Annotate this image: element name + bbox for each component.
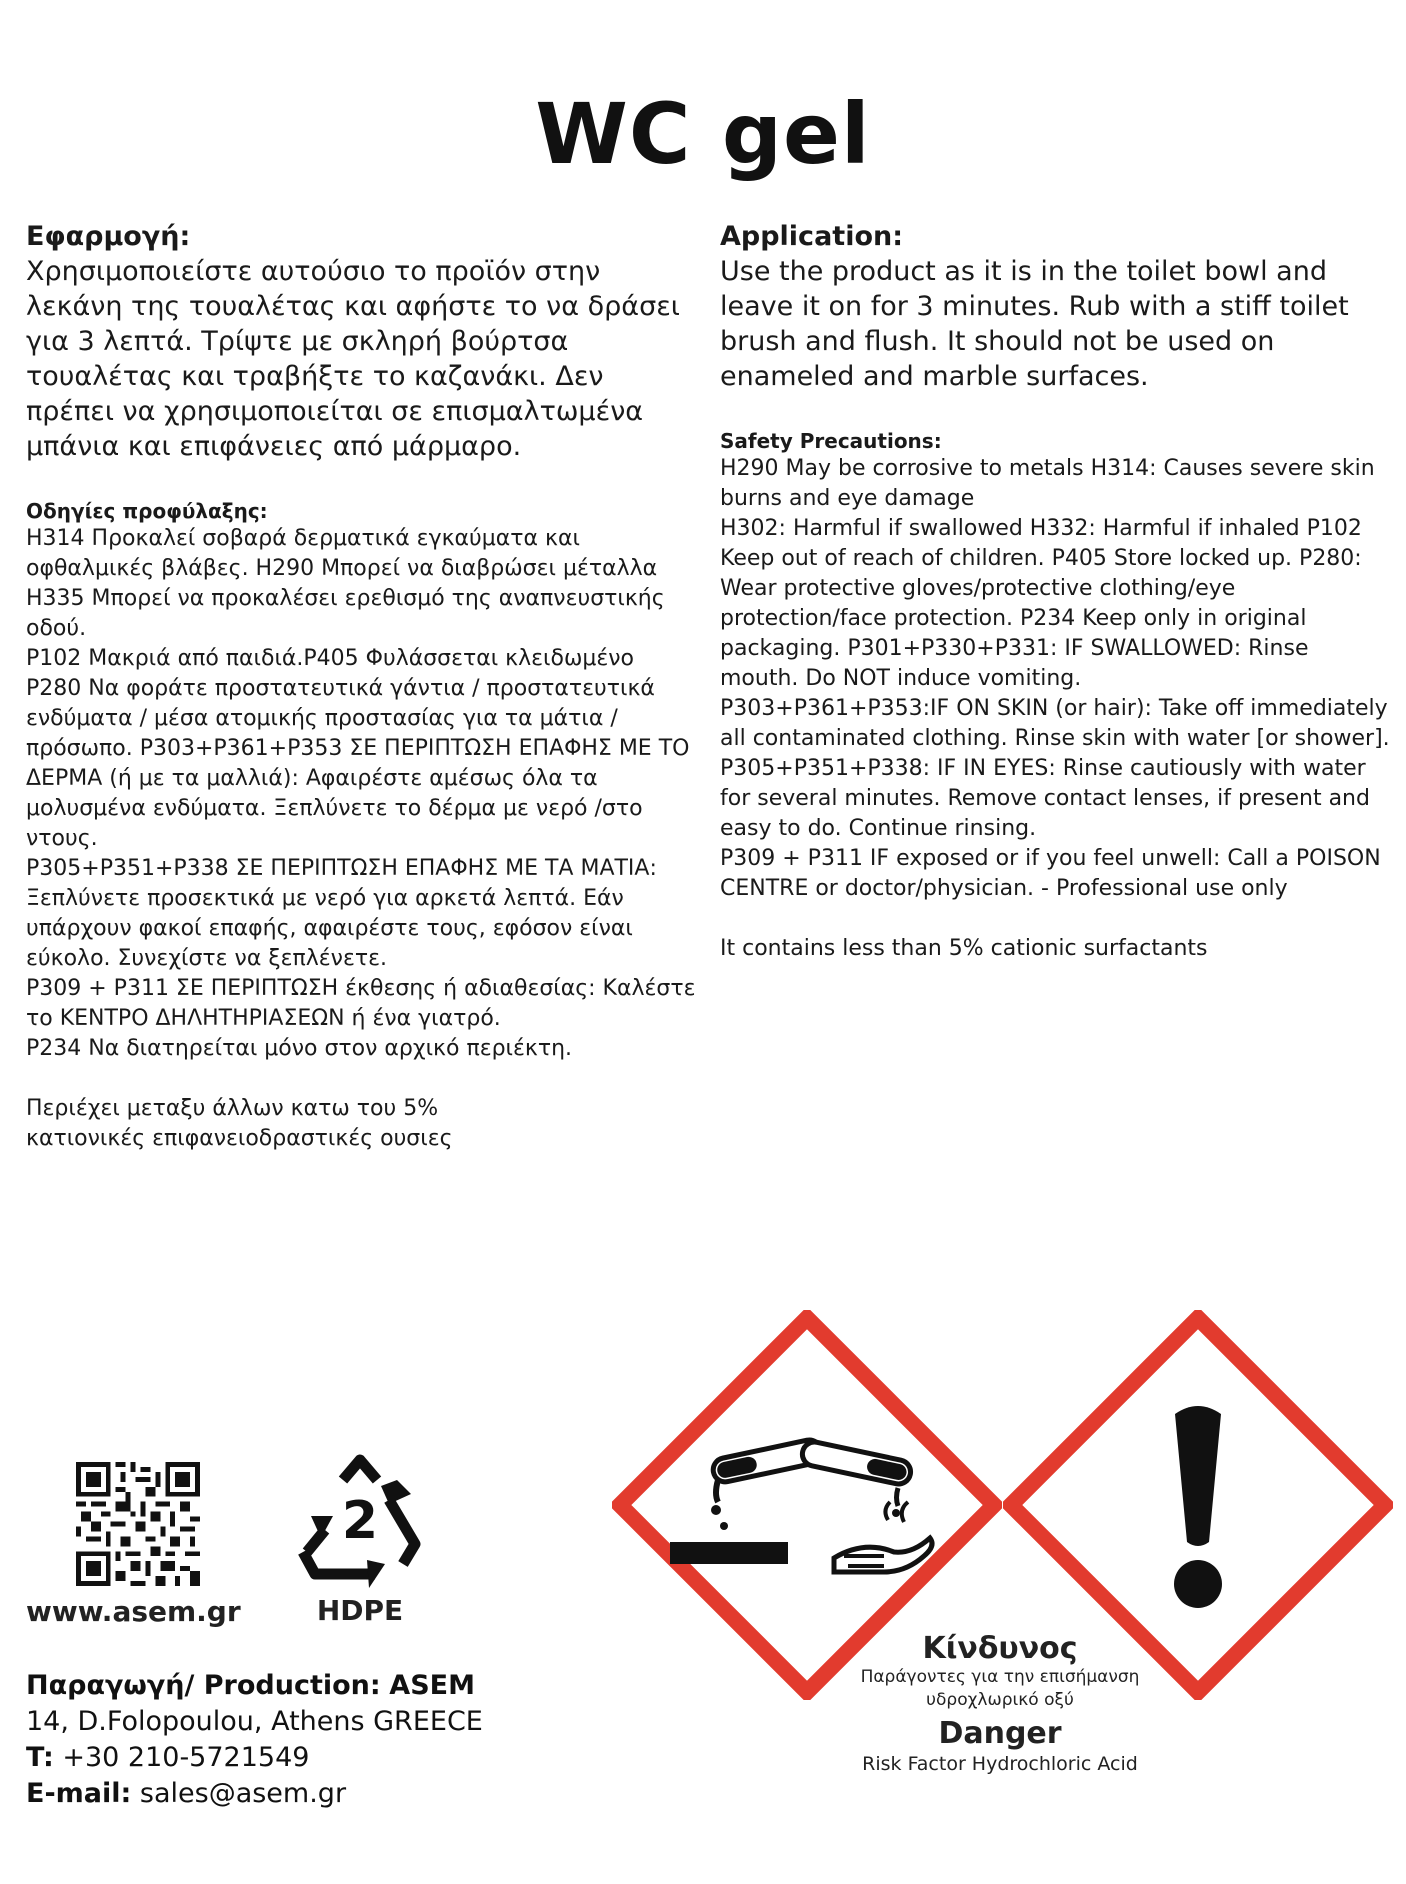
email-label: E-mail: — [26, 1778, 132, 1809]
recycle-code: 2 — [341, 1491, 379, 1551]
greek-safety-text: H314 Προκαλεί σοβαρά δερματικά εγκαύματα και οφθαλμικές βλάβες. H290 Μπορεί να διαβρώσει μέταλλα H335 Μπορεί να προκαλέσει ερεθισμό της αναπνευστικής οδού. P102 Μακριά από παιδιά.P405 Φυλάσσεται κλειδωμένο P280 Να φοράτε προστατευτικά γάντια / προστατευτικά ενδύματα / μέσα ατομικής προστασίας για τα μάτια / πρόσωπο. P303+P361+P353 ΣΕ ΠΕΡΙΠΤΩΣΗ ΕΠΑΦΗΣ ΜΕ ΤΟ ΔΕΡΜΑ (ή με τα μαλλιά): Αφαιρέστε αμέσως όλα τα μολυσμένα ενδύματα. Ξεπλύνετε το δέρμα με νερό /στο ντους. P305+P351+P338 ΣΕ ΠΕΡΙΠΤΩΣΗ ΕΠΑΦΗΣ ΜΕ ΤΑ ΜΑΤΙΑ: Ξεπλύνετε προσεκτικά με νερό για αρκετά λεπτά. Εάν υπάρχουν φακοί επαφής, αφαιρέστε τους, εφόσον είναι εύκολο. Συνεχίστε να ξεπλένετε. P309 + P311 ΣΕ ΠΕΡΙΠΤΩΣΗ έκθεσης ή αδιαθεσίας: Καλέστε το ΚΕΝΤΡΟ ΔΗΛΗΤΗΡΙΑΣΕΩΝ ή ένα γιατρό. P234 Να διατηρείται μόνο στον αρχικό περιέκτη. — [26, 526, 696, 1061]
english-application-heading: Application: — [720, 221, 904, 252]
phone-label: T: — [26, 1742, 54, 1773]
greek-column — [26, 220, 696, 1154]
email-value[interactable]: sales@asem.gr — [139, 1778, 347, 1809]
website-link[interactable]: www.asem.gr — [26, 1595, 241, 1628]
greek-danger-line2: υδροχλωρικό οξύ — [926, 1690, 1074, 1710]
production-value: ASEM — [389, 1670, 475, 1701]
english-safety-text: H290 May be corrosive to metals H314: Causes severe skin burns and eye damage H302: Harmful if swallowed H332: Harmful if inhaled P102 Keep out of reach of children. P405 Store locked up. P280: Wear protective gloves/protective clothing/eye protection/face protection. P234 Keep only in original packaging. P301+P330+P331: IF SWALLOWED: Rinse mouth. Do NOT induce vomiting. P303+P361+P353:IF ON SKIN (or hair): Take off immediately all contaminated clothing. Rinse skin with water [or shower]. P305+P351+P338: IF IN EYES: Rinse cautiously with water for several minutes. Remove contact lenses, if present and easy to do. Continue rinsing. P309 + P311 IF exposed or if you feel unwell: Call a POISON CENTRE or doctor/physician. - Professional use only — [720, 456, 1390, 901]
danger-block — [770, 1632, 1230, 1776]
english-contains-text: It contains less than 5% cationic surfactants — [720, 936, 1208, 961]
recycle-label: HDPE — [316, 1594, 404, 1627]
english-application-text: Use the product as it is in the toilet bowl and leave it on for 3 minutes. Rub with a stiff toilet brush and flush. It should not be used on enameled and marble surfaces. — [720, 256, 1349, 392]
english-danger-title: Danger — [938, 1716, 1062, 1751]
product-title: WC gel — [535, 85, 871, 183]
english-danger-sub: Risk Factor Hydrochloric Acid — [862, 1753, 1138, 1775]
production-label: Παραγωγή/ Production: — [26, 1670, 381, 1701]
qr-code-icon[interactable] — [76, 1462, 200, 1586]
english-column — [720, 220, 1390, 964]
greek-danger-title: Κίνδυνος — [922, 1631, 1078, 1666]
greek-contains-text: Περιέχει μεταξυ άλλων κατω του 5% κατιονικές επιφανειοδραστικές ουσιες — [26, 1096, 453, 1151]
greek-safety-heading: Οδηγίες προφύλαξης: — [26, 499, 268, 523]
phone-value[interactable]: +30 210-5721549 — [62, 1742, 310, 1773]
greek-application-heading: Εφαρμογή: — [26, 221, 191, 252]
contact-block — [26, 1668, 483, 1812]
greek-application-text: Χρησιμοποιείστε αυτούσιο το προϊόν στην λεκάνη της τουαλέτας και αφήστε το να δράσει για 3 λεπτά. Τρίψτε με σκληρή βούρτσα τουαλέτας και τραβήξτε το καζανάκι. Δεν πρέπει να χρησιμοποιείται σε επισμαλτωμένα μπάνια και επιφάνειες από μάρμαρο. — [26, 256, 680, 462]
greek-danger-line1: Παράγοντες για την επισήμανση — [860, 1667, 1140, 1687]
address: 14, D.Folopoulou, Athens GREECE — [26, 1706, 483, 1737]
english-safety-heading: Safety Precautions: — [720, 429, 942, 453]
recycle-hdpe-icon — [285, 1452, 435, 1592]
